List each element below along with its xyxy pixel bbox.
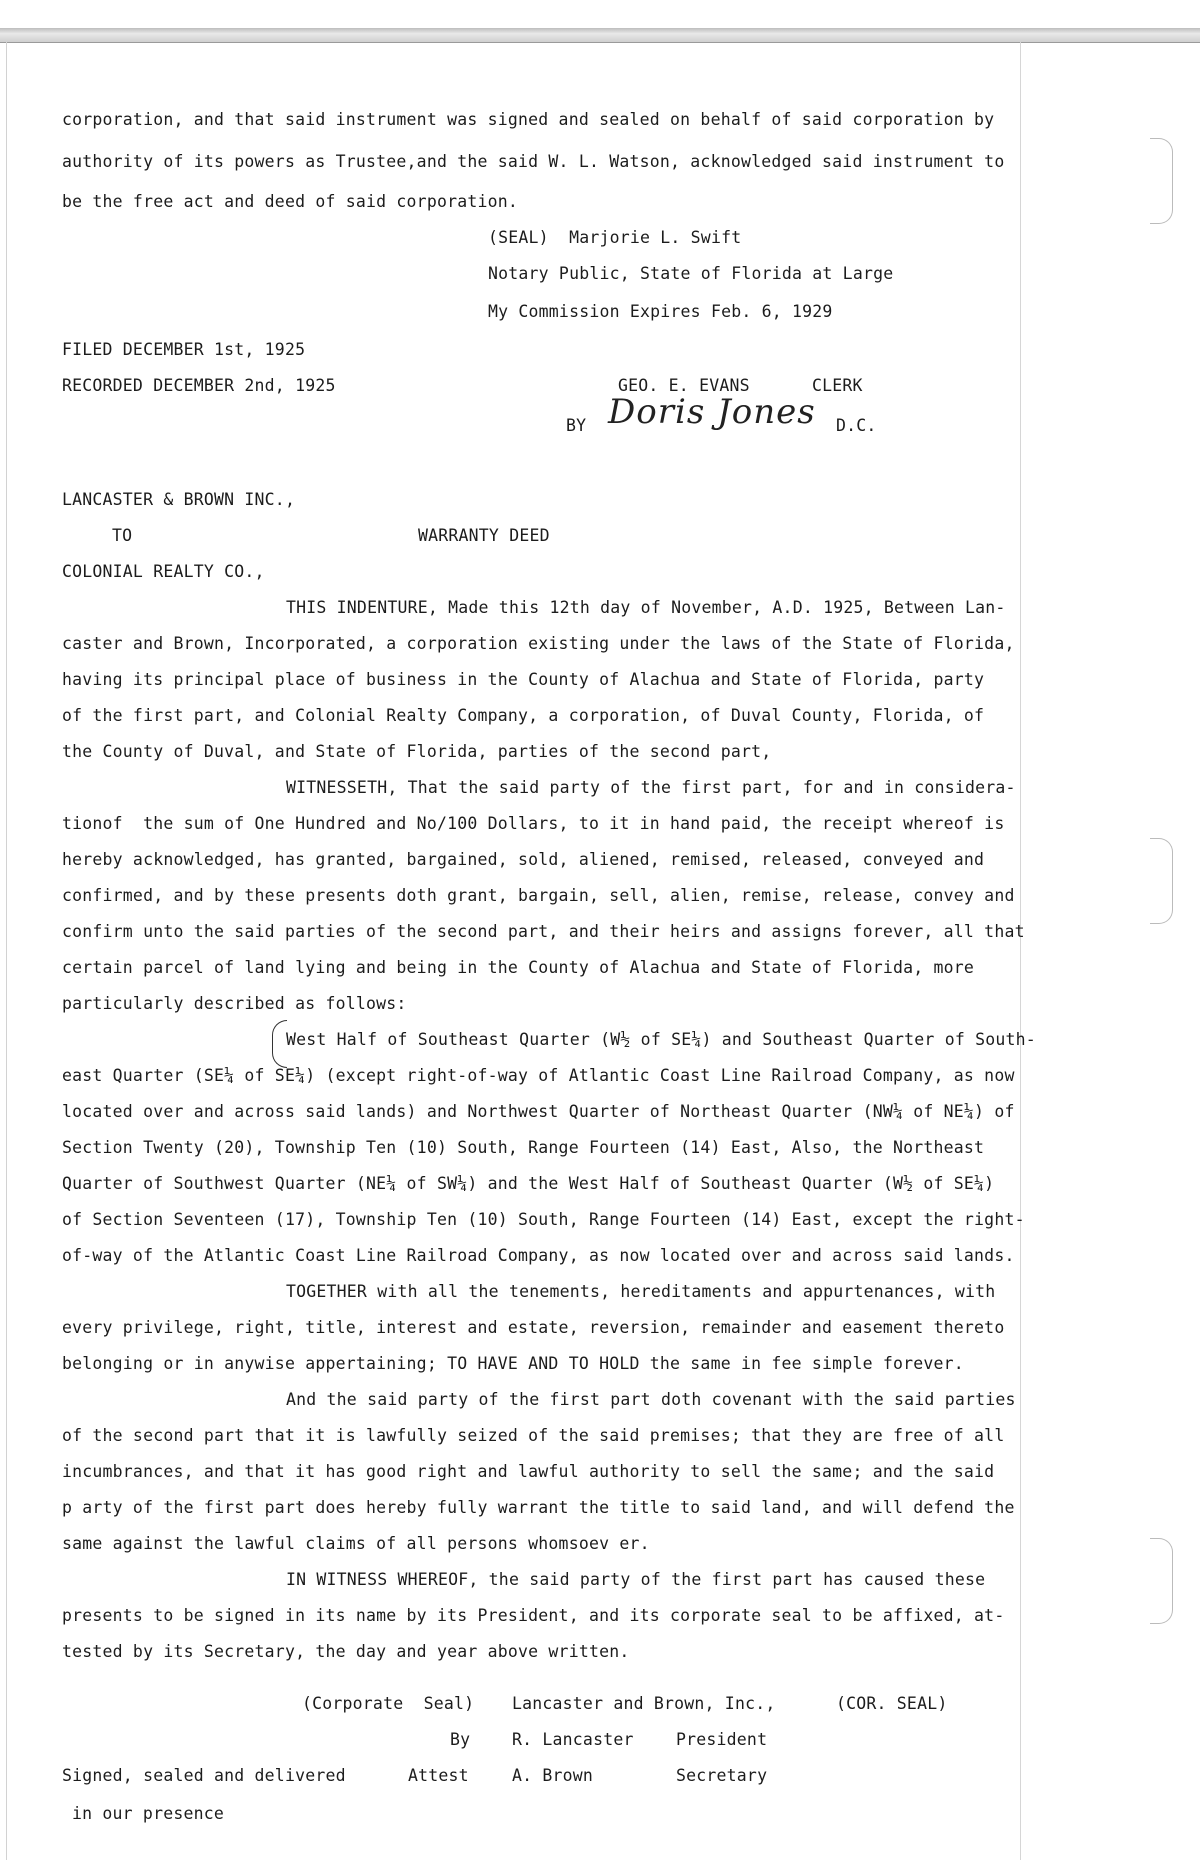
body-line: THIS INDENTURE, Made this 12th day of November, A.D. 1925, Between Lan- (286, 598, 1006, 617)
notary-line: be the free act and deed of said corporation. (62, 192, 519, 211)
signed-sealed-line: Signed, sealed and delivered (62, 1766, 346, 1785)
document-type: WARRANTY DEED (418, 526, 550, 545)
recorded-date: RECORDED DECEMBER 2nd, 1925 (62, 376, 336, 395)
cor-seal-label: (COR. SEAL) (836, 1694, 948, 1713)
binder-hole-mark (1150, 138, 1173, 224)
binder-hole-mark (1150, 1538, 1173, 1624)
clerk-name: GEO. E. EVANS (618, 376, 750, 395)
company-name: Lancaster and Brown, Inc., (512, 1694, 776, 1713)
legal-description-line: east Quarter (SE¼ of SE¼) (except right-of-way of Atlantic Coast Line Railroad Company, as now (62, 1066, 1015, 1085)
body-line: belonging or in anywise appertaining; TO HAVE AND TO HOLD the same in fee simple forever. (62, 1354, 964, 1373)
body-line: having its principal place of business in the County of Alachua and State of Florida, party (62, 670, 985, 689)
body-line: And the said party of the first part doth covenant with the said parties (286, 1390, 1016, 1409)
body-line: IN WITNESS WHEREOF, the said party of the first part has caused these (286, 1570, 986, 1589)
attest-label: Attest (408, 1766, 469, 1785)
page-top-edge (0, 28, 1200, 43)
binder-hole-mark (1150, 838, 1173, 924)
body-line: hereby acknowledged, has granted, bargained, sold, aliened, remised, released, conveyed and (62, 850, 985, 869)
grantor: LANCASTER & BROWN INC., (62, 490, 296, 509)
body-line: particularly described as follows: (62, 994, 407, 1013)
deputy-clerk: D.C. (836, 416, 877, 435)
handwritten-bracket-mark (272, 1020, 287, 1068)
body-line: presents to be signed in its name by its President, and its corporate seal to be affixed, at- (62, 1606, 1005, 1625)
by-label: BY (566, 416, 587, 435)
secretary-name: A. Brown (512, 1766, 594, 1785)
body-line: caster and Brown, Incorporated, a corporation existing under the laws of the State of Florida, (62, 634, 1015, 653)
notary-line: authority of its powers as Trustee,and the said W. L. Watson, acknowledged said instrument to (62, 152, 1005, 171)
corporate-seal-label: (Corporate Seal) (302, 1694, 475, 1713)
president-name: R. Lancaster (512, 1730, 634, 1749)
by-label: By (450, 1730, 471, 1749)
body-line: tionof the sum of One Hundred and No/100 Dollars, to it in hand paid, the receipt whereof is (62, 814, 1005, 833)
filed-date: FILED DECEMBER 1st, 1925 (62, 340, 306, 359)
president-title: President (676, 1730, 768, 1749)
page-right-edge (1020, 42, 1021, 1860)
notary-line: corporation, and that said instrument was signed and sealed on behalf of said corporation by (62, 110, 995, 129)
body-line: WITNESSETH, That the said party of the first part, for and in considera- (286, 778, 1016, 797)
body-line: every privilege, right, title, interest and estate, reversion, remainder and easement thereto (62, 1318, 1005, 1337)
body-line: of the second part that it is lawfully seized of the said premises; that they are free of all (62, 1426, 1005, 1445)
body-line: p arty of the first part does hereby fully warrant the title to said land, and will defend the (62, 1498, 1015, 1517)
secretary-title: Secretary (676, 1766, 768, 1785)
body-line: incumbrances, and that it has good right and lawful authority to sell the same; and the said (62, 1462, 995, 1481)
clerk-signature: Doris Jones (608, 392, 816, 432)
body-line: TOGETHER with all the tenements, hereditaments and appurtenances, with (286, 1282, 996, 1301)
legal-description-line: located over and across said lands) and Northwest Quarter of Northeast Quarter (NW¼ of NE¼) of (62, 1102, 1015, 1121)
legal-description-line: of-way of the Atlantic Coast Line Railroad Company, as now located over and across said lands. (62, 1246, 1015, 1265)
body-line: the County of Duval, and State of Florida, parties of the second part, (62, 742, 772, 761)
presence-line: in our presence (72, 1804, 225, 1823)
legal-description-line: West Half of Southeast Quarter (W½ of SE¼) and Southeast Quarter of South- (286, 1030, 1036, 1049)
notary-seal-line: (SEAL) Marjorie L. Swift (488, 228, 742, 247)
page-left-edge (6, 42, 7, 1860)
notary-title: Notary Public, State of Florida at Large (488, 264, 894, 283)
grantee: COLONIAL REALTY CO., (62, 562, 265, 581)
legal-description-line: Section Twenty (20), Township Ten (10) South, Range Fourteen (14) East, Also, the Northeast (62, 1138, 985, 1157)
clerk-title: CLERK (812, 376, 863, 395)
notary-commission: My Commission Expires Feb. 6, 1929 (488, 302, 833, 321)
body-line: same against the lawful claims of all persons whomsoev er. (62, 1534, 650, 1553)
to-label: TO (112, 526, 133, 545)
body-line: certain parcel of land lying and being in the County of Alachua and State of Florida, more (62, 958, 975, 977)
body-line: of the first part, and Colonial Realty Company, a corporation, of Duval County, Florida, of (62, 706, 985, 725)
body-line: confirmed, and by these presents doth grant, bargain, sell, alien, remise, release, convey and (62, 886, 1015, 905)
legal-description-line: Quarter of Southwest Quarter (NE¼ of SW¼) and the West Half of Southeast Quarter (W½ of SE¼) (62, 1174, 995, 1193)
legal-description-line: of Section Seventeen (17), Township Ten (10) South, Range Fourteen (14) East, except the right- (62, 1210, 1025, 1229)
body-line: confirm unto the said parties of the second part, and their heirs and assigns forever, all that (62, 922, 1025, 941)
body-line: tested by its Secretary, the day and year above written. (62, 1642, 630, 1661)
